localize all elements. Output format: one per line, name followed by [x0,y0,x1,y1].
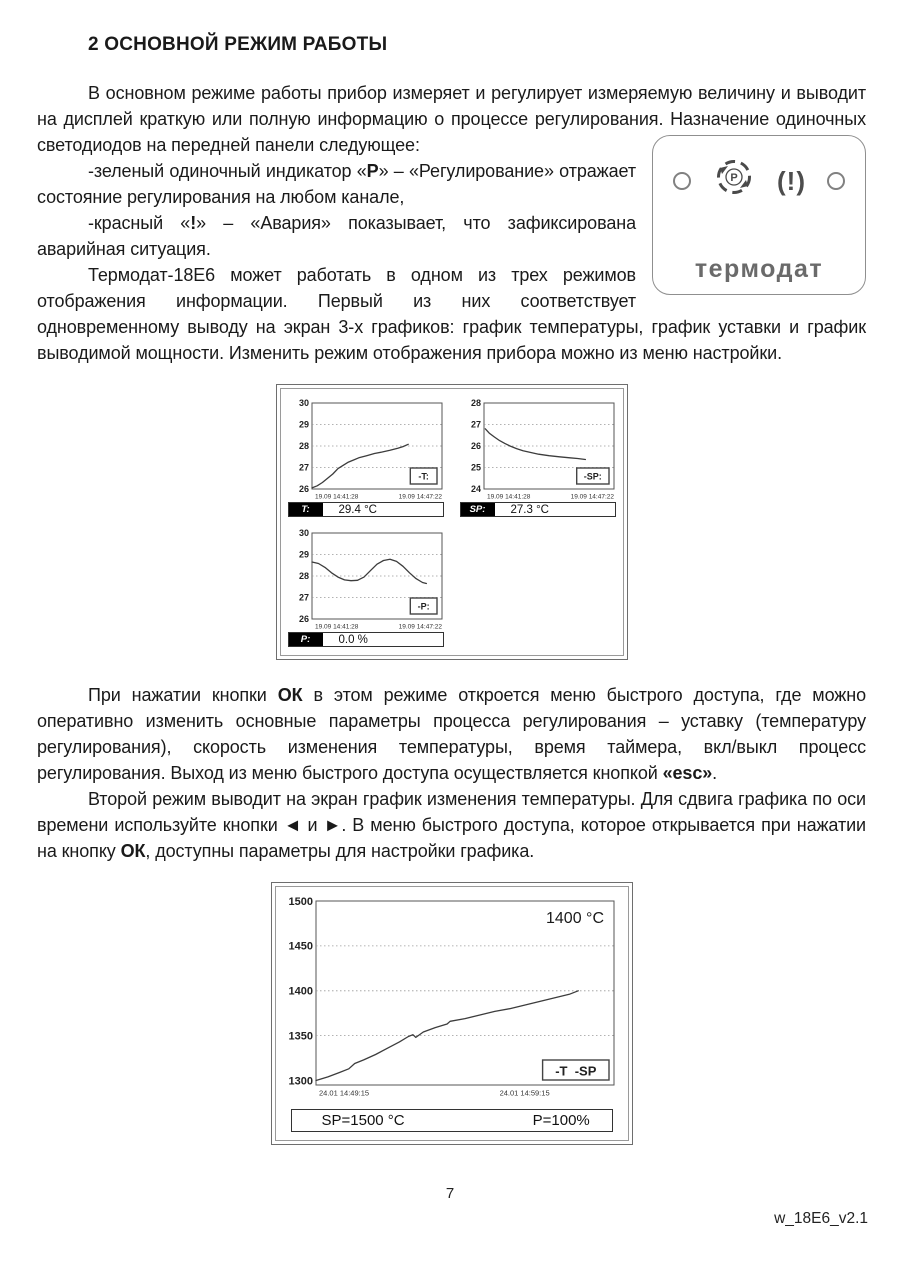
svg-text:26: 26 [298,614,309,625]
svg-text:1300: 1300 [288,1075,313,1088]
svg-text:-T:: -T: [417,471,429,482]
figure-single-graph-inner [275,886,629,1141]
device-front-panel [652,135,866,295]
figure-three-graphs-inner [280,388,624,656]
svg-text:19.09 14:47:22: 19.09 14:47:22 [570,493,614,501]
svg-text:27: 27 [298,592,309,603]
alarm-icon: (!) [777,165,806,196]
svg-text:27: 27 [470,419,481,430]
figure-three-graphs [276,384,628,660]
svg-text:19.09 14:41:28: 19.09 14:41:28 [314,623,358,631]
chart-grid [288,397,616,647]
svg-text:1500: 1500 [288,895,313,908]
setpoint-readout [460,502,616,517]
svg-text:28: 28 [298,571,309,582]
paragraph-intro-text-2: Назначение одиночных светодиодов на передней панели следующее: [37,109,866,155]
temperature-readout-value: 29.4 °C [338,503,377,516]
setpoint-chart [460,397,616,501]
red-led-icon [827,172,845,190]
paragraph-second-mode: Второй режим выводит на экран график изменения температуры. Для сдвига графика по оси времени используйте кнопки ◄ и ►. В меню быстрого доступа, которое открывается при нажатии на кнопку ОК, доступны параметры для настройки графика. [37,789,867,861]
main-chart-readout [291,1109,613,1132]
svg-text:-T -SP: -T -SP [554,1063,596,1079]
svg-text:28: 28 [470,398,481,409]
svg-text:29: 29 [298,419,309,430]
svg-text:1350: 1350 [288,1030,313,1043]
svg-text:25: 25 [470,462,481,473]
setpoint-value-text: SP=1500 °C [321,1112,405,1129]
paragraph-red-led: -красный «!» – «Авария» показывает, что зафиксирована аварийная ситуация. [37,213,636,259]
setpoint-chart-cell [460,397,616,517]
paragraph-quick-menu: При нажатии кнопки ОК в этом режиме откроется меню быстрого доступа, где можно оперативно изменить основные параметры процесса регулирования – уставку (температуру регулирования), скорость изменения температуры, время таймера, вкл/выкл процесс регулирования. Выход из меню быстрого доступа осуществляется кнопкой «esc». [37,685,866,783]
svg-text:27: 27 [298,462,309,473]
panel-indicator-row [673,156,845,205]
empty-cell [460,527,616,647]
brand-logo: термодат [694,255,824,283]
temperature-chart-cell [288,397,444,517]
svg-text:28: 28 [298,441,309,452]
main-temperature-chart [286,895,618,1103]
power-readout-value: 0.0 % [338,633,368,646]
svg-text:1400 °C: 1400 °C [545,910,604,927]
svg-text:19.09 14:47:22: 19.09 14:47:22 [398,623,442,631]
page-number: 7 [445,1185,455,1202]
svg-text:19.09 14:41:28: 19.09 14:41:28 [314,493,358,501]
svg-text:P: P [730,172,738,184]
paragraph-intro-text-1: В основном режиме работы прибор измеряет и регулирует измеряемую величину и выводит на дисплей краткую или полную информацию о процессе регулирования. [37,83,866,129]
svg-text:-P:: -P: [417,601,430,612]
svg-text:19.09 14:47:22: 19.09 14:47:22 [398,493,442,501]
section-heading: 2 ОСНОВНОЙ РЕЖИМ РАБОТЫ [88,34,388,55]
svg-text:1400: 1400 [288,985,313,998]
green-led-icon [673,172,691,190]
power-chart-cell [288,527,444,647]
paragraph-green-led: -зеленый одиночный индикатор «Р» – «Регулирование» отражает состояние регулирования на любом канале, [37,161,636,207]
svg-text:24: 24 [470,484,481,495]
svg-text:1450: 1450 [288,940,313,953]
svg-text:24.01 14:59:15: 24.01 14:59:15 [499,1088,550,1098]
temperature-chart [288,397,444,501]
power-chart [288,527,444,631]
svg-text:30: 30 [298,528,309,539]
svg-text:26: 26 [298,484,309,495]
regulation-cycle-icon [712,156,756,205]
document-version: w_18E6_v2.1 [774,1210,868,1227]
setpoint-readout-value: 27.3 °C [510,503,549,516]
paragraph-modes: Термодат-18Е6 может работать в одном из трех режимов отображения информации. Первый из них соответствует одновременному выводу на экран 3-х графиков: график температуры, график уставки и график выводимой мощности. Изменить режим отображения прибора можно из меню настройки. [37,265,866,363]
figure-single-graph [271,882,633,1145]
temperature-readout-chip: T: [289,503,323,516]
temperature-readout [288,502,444,517]
power-readout-chip: P: [289,633,323,646]
svg-text:26: 26 [470,441,481,452]
svg-text:29: 29 [298,549,309,560]
svg-text:-SP:: -SP: [583,471,602,482]
svg-text:19.09 14:41:28: 19.09 14:41:28 [486,493,530,501]
svg-text:30: 30 [298,398,309,409]
svg-text:24.01 14:49:15: 24.01 14:49:15 [318,1088,369,1098]
power-readout [288,632,444,647]
setpoint-readout-chip: SP: [461,503,495,516]
power-value-text: P=100% [532,1112,590,1129]
